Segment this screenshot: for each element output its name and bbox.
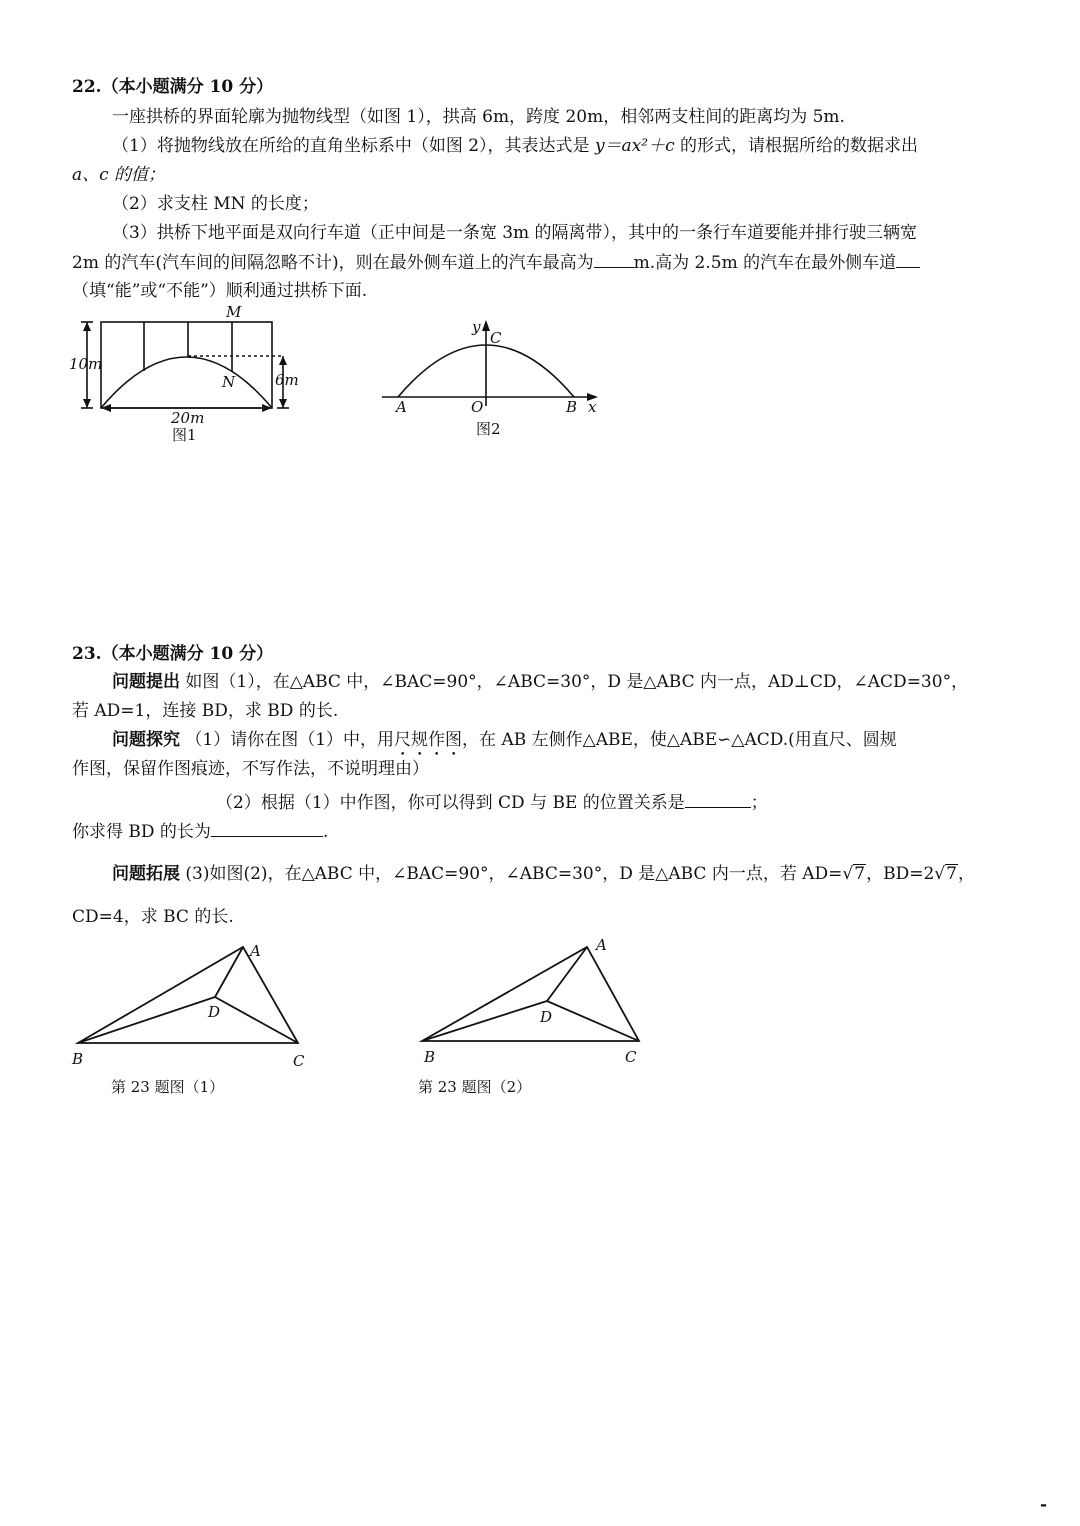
answer-blank-bd[interactable] [211, 820, 323, 837]
point-d-label: D [208, 1003, 221, 1021]
segment-bd-2 [422, 1001, 547, 1041]
dim-arch-label: 6m [275, 371, 299, 389]
vertex-a-label-2: A [596, 936, 607, 954]
q22-part3-line3: （填“能”或“不能”）顺利通过拱桥下面. [72, 281, 368, 301]
q22-part1-line2: a、c 的值； [72, 165, 166, 185]
label-b: B [566, 398, 578, 416]
q22-header: 22.（本小题满分 10 分） [72, 77, 274, 97]
sqrt-sign-1: √ [842, 864, 854, 884]
q22-part3-line1: （3）拱桥下地平面是双向行车道（正中间是一条宽 3m 的隔离带），其中的一条行车道要能并排行驶三辆宽 [112, 223, 918, 243]
explore-title: 问题探究 [112, 730, 180, 750]
bridge-frame [101, 322, 272, 408]
triangle-figure-1-caption: 第 23 题图（1） [111, 1078, 225, 1096]
q22-part1-text-b: 的形式，请根据所给的数据求出 [674, 136, 919, 156]
sqrt-sign-2: √ [934, 864, 946, 884]
explore-p2-line2-a: 你求得 BD 的长为 [72, 822, 211, 842]
q23-explore-line2: 作图，保留作图痕迹，不写作法，不说明理由） [72, 759, 429, 779]
dim-height-label: 10m [69, 355, 103, 373]
triangle-abc [78, 947, 298, 1043]
label-m: M [226, 303, 242, 321]
vertex-a-label: A [250, 942, 261, 960]
vertex-c-label: C [293, 1052, 305, 1070]
answer-blank-relation[interactable] [685, 791, 751, 808]
q22-part1 [112, 135, 918, 157]
segment-cd-2 [547, 1001, 639, 1041]
q23-explore-part2 [216, 791, 768, 814]
extend-text-a: (3)如图(2)，在△ABC 中，∠BAC=90°，∠ABC=30°，D 是△ABC 内一点，若 AD= [180, 864, 843, 884]
explore-p2-b: ； [750, 793, 768, 813]
dim-span-label: 20m [171, 409, 205, 427]
answer-blank-height[interactable] [594, 251, 634, 268]
bridge-arch [101, 357, 272, 408]
q22-formula: y＝ax²＋c [594, 136, 675, 156]
q23-raise [112, 671, 968, 693]
figure1-caption: 图1 [172, 426, 197, 444]
label-c: C [490, 329, 502, 347]
triangle-figure-2-caption: 第 23 题图（2） [418, 1078, 532, 1096]
coordinate-figure [378, 318, 618, 428]
explore-text-emphasis: 尺规作图 [394, 730, 463, 750]
explore-text-b: ，在 AB 左侧作△ABE，使△ABE∽△ACD.(用直尺、圆规 [462, 730, 897, 750]
explore-p2-line2-b: . [322, 822, 329, 842]
q22-part3-line2-b: m.高为 2.5m 的汽车在最外侧车道 [633, 253, 897, 273]
q23-explore-part2-line2 [72, 820, 328, 843]
label-y: y [472, 318, 481, 336]
extend-title: 问题拓展 [112, 864, 180, 884]
q22-part1-text-a: （1）将抛物线放在所给的直角坐标系中（如图 2），其表达式是 [112, 136, 595, 156]
q23-extend [112, 863, 975, 885]
q22-intro: 一座拱桥的界面轮廓为抛物线型（如图 1），拱高 6m，跨度 20m，相邻两支柱间的距离均为 5m. [112, 107, 845, 127]
extend-text-b: ，BD=2 [866, 864, 935, 884]
q23-explore [112, 729, 897, 760]
q23-header: 23.（本小题满分 10 分） [72, 644, 274, 664]
q22-part2: （2）求支柱 MN 的长度； [112, 194, 319, 214]
raise-text: 如图（1），在△ABC 中，∠BAC=90°，∠ABC=30°，D 是△ABC 内一点，AD⊥CD，∠ACD=30°， [180, 672, 969, 692]
label-n: N [222, 373, 236, 391]
vertex-b-label-2: B [424, 1048, 436, 1066]
vertex-c-label-2: C [625, 1048, 637, 1066]
page-mark: - [1040, 1495, 1048, 1515]
triangle-figure-1 [68, 935, 328, 1075]
answer-blank-pass[interactable] [896, 251, 920, 268]
q22-part3-line2 [72, 251, 920, 274]
sqrt-radicand-2: 7 [946, 864, 957, 884]
triangle-figure-2 [412, 935, 672, 1075]
sqrt-radicand-1: 7 [854, 864, 866, 884]
extend-text-c: ， [957, 864, 975, 884]
raise-title: 问题提出 [112, 672, 180, 692]
bridge-figure [65, 305, 365, 435]
label-x: x [588, 398, 597, 416]
vertex-b-label: B [72, 1050, 84, 1068]
figure2-caption: 图2 [476, 420, 501, 438]
q23-extend-line2: CD=4，求 BC 的长. [72, 907, 234, 927]
label-o: O [471, 398, 484, 416]
point-d-label-2: D [540, 1008, 553, 1026]
explore-text-a: （1）请你在图（1）中，用 [180, 730, 395, 750]
q22-part3-line2-a: 2m 的汽车(汽车间的间隔忽略不计)，则在最外侧车道上的汽车最高为 [72, 253, 594, 273]
label-a: A [396, 398, 407, 416]
explore-p2-a: （2）根据（1）中作图，你可以得到 CD 与 BE 的位置关系是 [216, 793, 685, 813]
segment-ad-2 [547, 947, 587, 1001]
q23-raise-line2: 若 AD=1，连接 BD，求 BD 的长. [72, 701, 339, 721]
